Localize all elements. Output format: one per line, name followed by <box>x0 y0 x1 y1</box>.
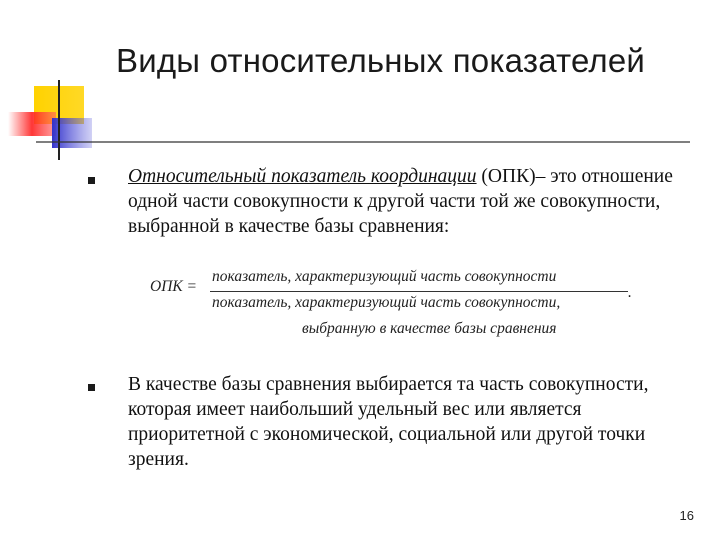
deco-yellow-square <box>34 86 84 124</box>
bullet-marker <box>88 177 95 184</box>
abbr-text: (ОПК) <box>481 166 536 187</box>
slide-title: Виды относительных показателей <box>116 42 646 79</box>
bullet-marker <box>88 384 95 391</box>
formula-lhs: ОПК = <box>150 278 198 295</box>
bullet-paragraph-2: В качестве базы сравнения выбирается та часть совокупности, которая имеет наибольший удельный вес или является приоритетной с экономической, социальной или другой точки зрения. <box>128 374 649 470</box>
deco-blue-square <box>52 118 92 148</box>
deco-red-band <box>8 112 56 136</box>
formula <box>150 268 650 348</box>
formula-numerator: показатель, характеризующий часть совокупности <box>212 268 557 285</box>
page-number: 16 <box>679 508 694 523</box>
bullet-paragraph-1 <box>128 164 688 239</box>
formula-terminator: . <box>628 284 632 301</box>
term-text: Относительный показатель координации <box>128 166 477 187</box>
formula-denominator-line1: показатель, характеризующий часть совокупности, <box>212 294 561 311</box>
fraction-bar <box>210 291 628 292</box>
formula-denominator-line2: выбранную в качестве базы сравнения <box>302 320 557 337</box>
definition-text: – это отношение одной части совокупности к другой части той же совокупности, выбранной в качестве базы сравнения: <box>128 166 673 237</box>
